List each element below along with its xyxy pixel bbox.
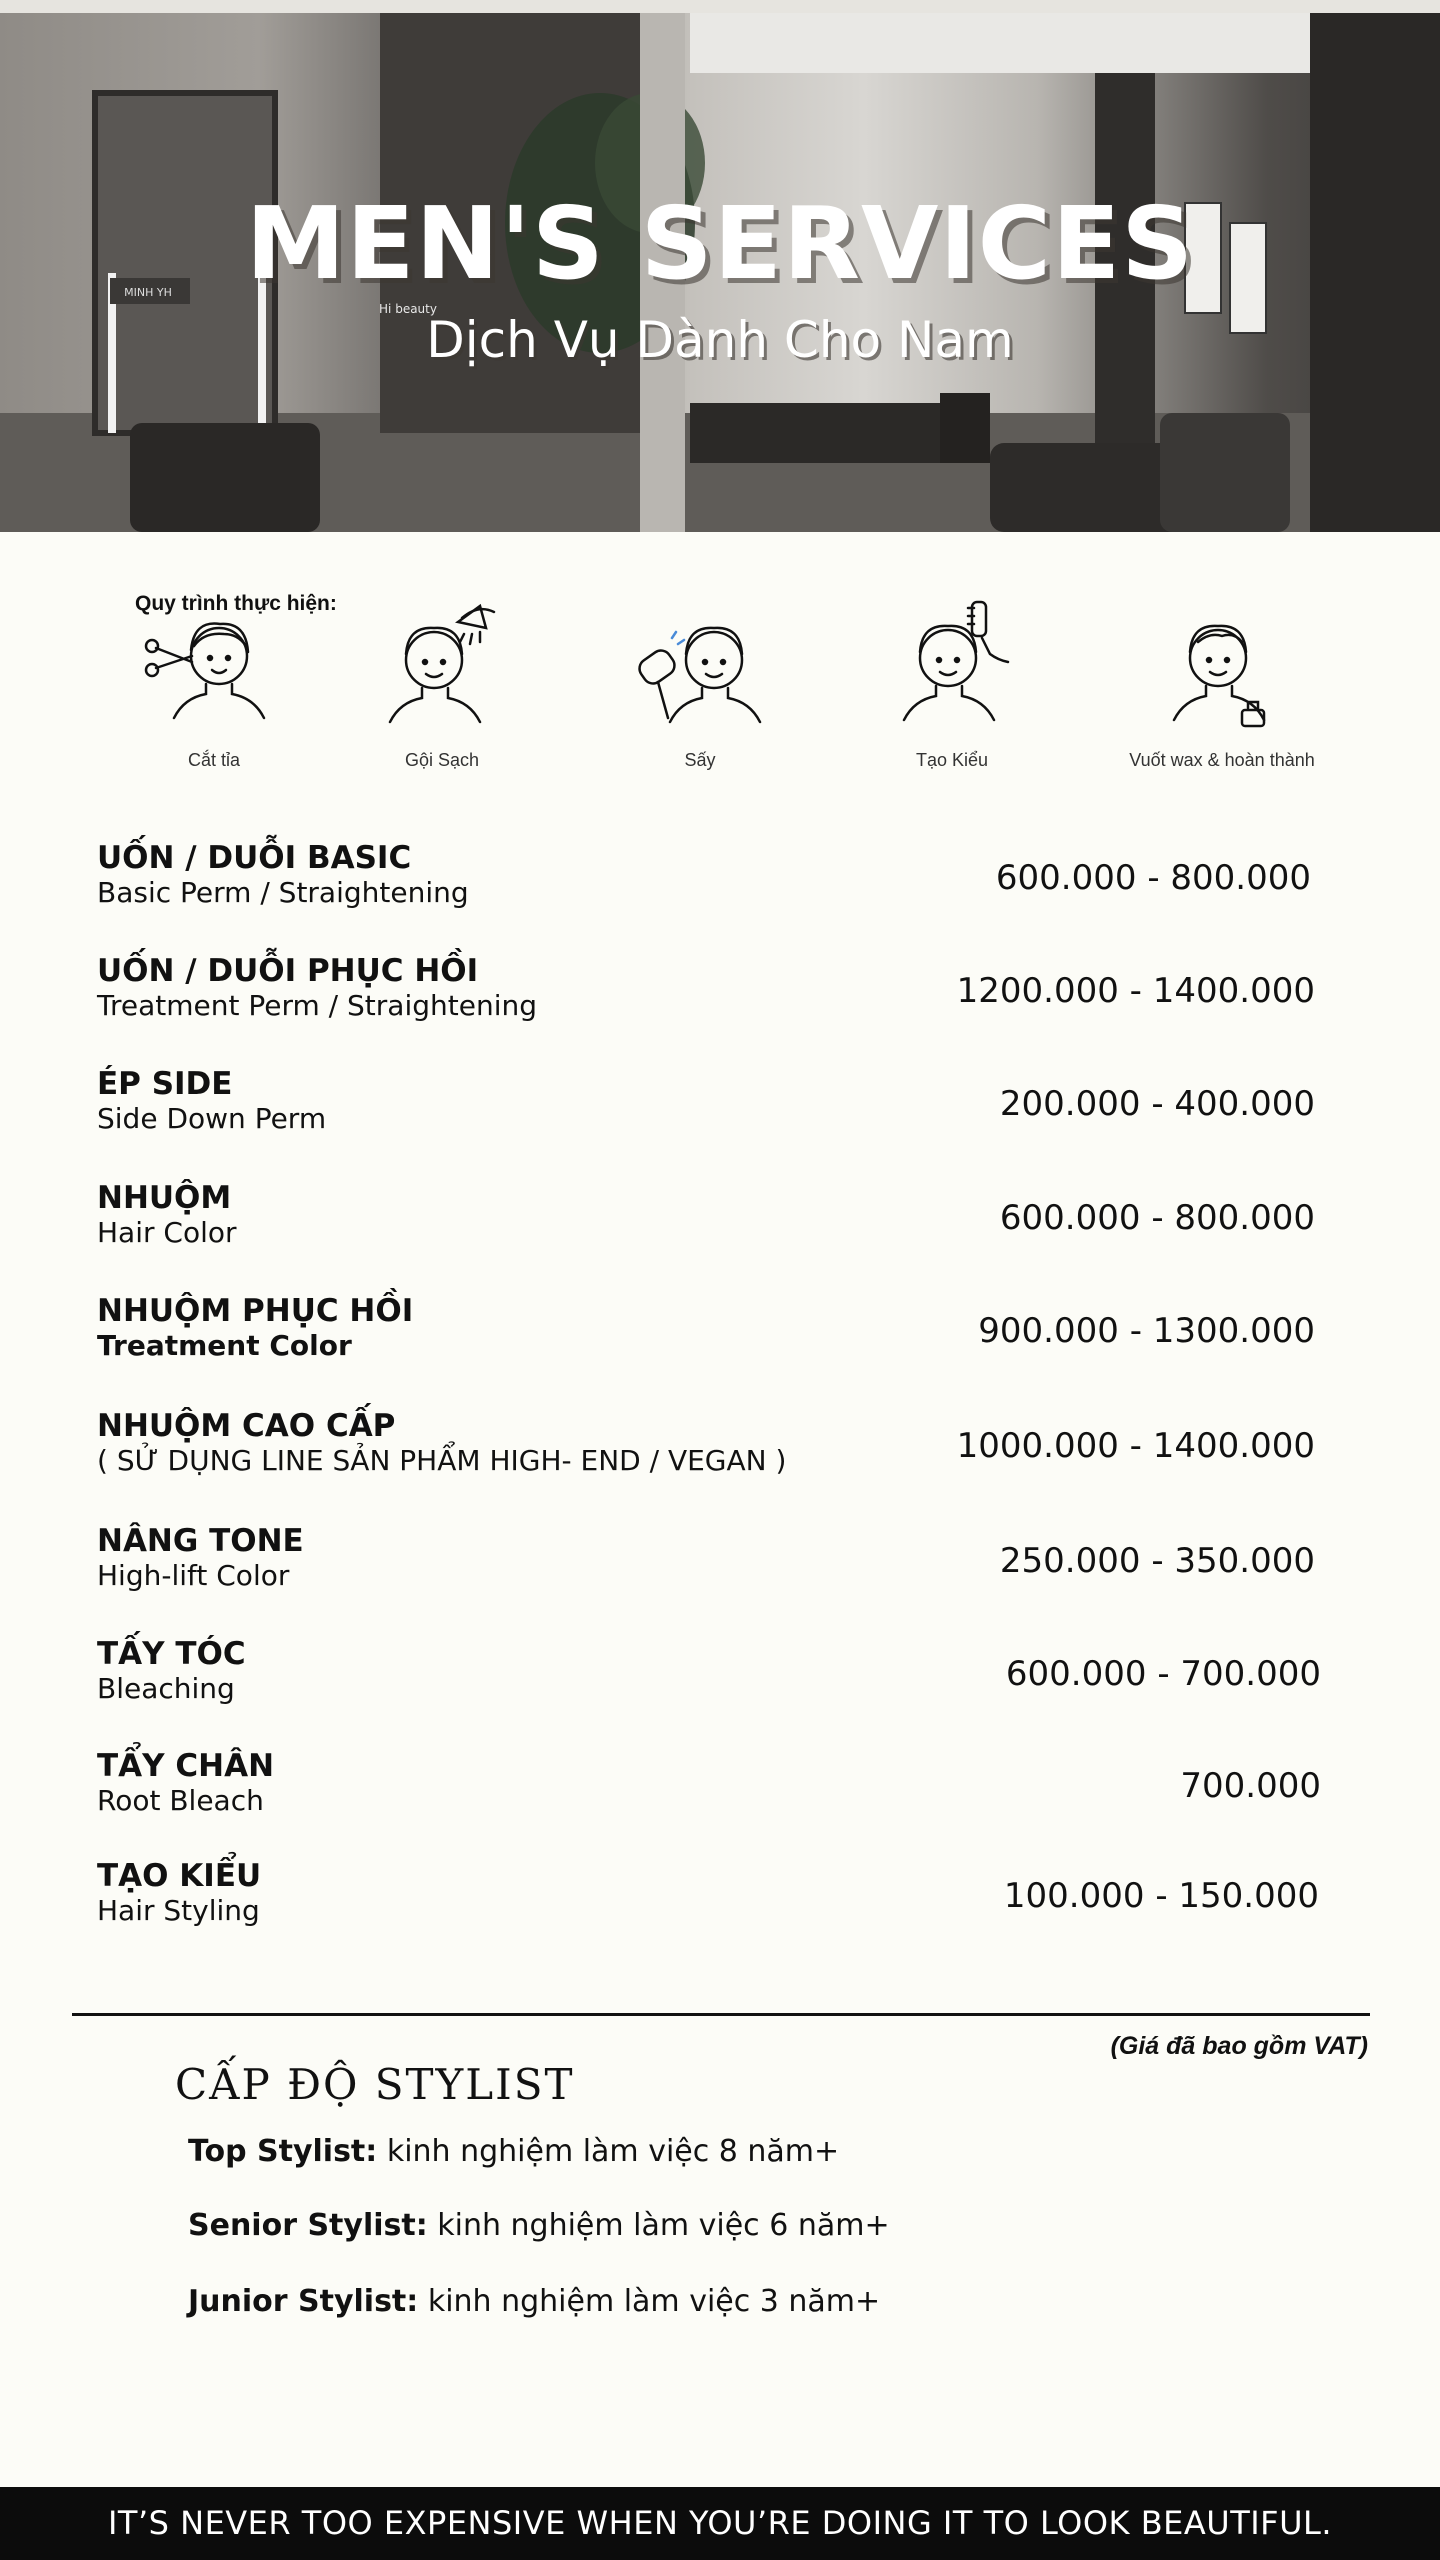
service-price: 700.000: [1180, 1766, 1321, 1806]
service-price: 1200.000 - 1400.000: [956, 971, 1315, 1011]
service-name-en: Treatment Color: [97, 1329, 352, 1362]
process-step-finish: [1102, 598, 1342, 771]
salon-sign-text: MINH YH: [124, 286, 172, 299]
footer-slogan: IT’S NEVER TOO EXPENSIVE WHEN YOU’RE DOING IT TO LOOK BEAUTIFUL.: [0, 2487, 1440, 2560]
stylist-level-name: Senior Stylist:: [188, 2208, 428, 2243]
service-name-vi: UỐN / DUỖI BASIC: [97, 840, 412, 876]
service-price: 200.000 - 400.000: [999, 1084, 1315, 1124]
service-row: [97, 1180, 1337, 1260]
service-name-en: ( SỬ DỤNG LINE SẢN PHẨM HIGH- END / VEGAN ): [97, 1444, 787, 1477]
service-price: 1000.000 - 1400.000: [956, 1426, 1315, 1466]
service-name-vi: NHUỘM: [97, 1180, 232, 1216]
process-step-style: [832, 598, 1072, 771]
top-strip: [0, 0, 1440, 13]
process-step-label: Vuốt wax & hoàn thành: [1129, 750, 1315, 770]
service-name-vi: NHUỘM CAO CẤP: [97, 1408, 396, 1444]
wax-icon: [1142, 598, 1302, 748]
service-name-en: Root Bleach: [97, 1784, 264, 1817]
service-name-vi: UỐN / DUỖI PHỤC HỒI: [97, 953, 479, 989]
service-name-en: Treatment Perm / Straightening: [97, 989, 537, 1022]
service-name-vi: TẠO KIỂU: [97, 1858, 262, 1894]
service-name-en: Basic Perm / Straightening: [97, 876, 469, 909]
hero-banner: [0, 13, 1440, 532]
stylist-level-senior: [188, 2208, 890, 2243]
service-row: [97, 953, 1337, 1033]
process-title: Quy trình thực hiện:: [135, 592, 337, 615]
stylist-level-desc: kinh nghiệm làm việc 3 năm+: [418, 2284, 881, 2319]
service-row: [97, 1748, 1337, 1828]
service-name-vi: TẤY TÓC: [97, 1636, 246, 1672]
salon-small-sign: Hi beauty: [379, 302, 437, 316]
vat-note: (Giá đã bao gồm VAT): [1110, 2032, 1368, 2060]
process-step-label: Gội Sạch: [404, 750, 480, 770]
service-row: [97, 1858, 1337, 1938]
process-step-label: Tạo Kiểu: [915, 750, 989, 770]
hero-subtitle: Dịch Vụ Dành Cho Nam: [426, 311, 1014, 369]
service-price: 600.000 - 700.000: [1005, 1654, 1321, 1694]
process-step-label: Sấy: [684, 750, 716, 770]
service-price: 600.000 - 800.000: [999, 1198, 1315, 1238]
stylist-level-desc: kinh nghiệm làm việc 6 năm+: [427, 2208, 890, 2243]
process-step-label: Cắt tỉa: [187, 750, 241, 770]
scissors-icon: [134, 598, 294, 748]
service-price: 600.000 - 800.000: [995, 858, 1311, 898]
service-price: 100.000 - 150.000: [1003, 1876, 1319, 1916]
service-row: [97, 1293, 1337, 1373]
service-price: 250.000 - 350.000: [999, 1541, 1315, 1581]
stylist-level-desc: kinh nghiệm làm việc 8 năm+: [377, 2134, 840, 2169]
shower-icon: [362, 598, 522, 748]
service-row: [97, 840, 1337, 920]
service-name-en: Side Down Perm: [97, 1102, 327, 1135]
service-row: [97, 1523, 1337, 1603]
stylist-level-name: Junior Stylist:: [188, 2284, 419, 2319]
stylist-level-junior: [188, 2284, 880, 2319]
service-name-vi: TẨY CHÂN: [97, 1748, 275, 1784]
service-name-en: Bleaching: [97, 1672, 235, 1705]
process-step-wash: [322, 598, 562, 771]
hero-title: MEN'S SERVICES: [245, 185, 1195, 302]
process-step-dry: [580, 598, 820, 771]
service-name-vi: NÂNG TONE: [97, 1523, 304, 1559]
service-row: [97, 1066, 1337, 1146]
service-name-en: High-lift Color: [97, 1559, 290, 1592]
service-price: 900.000 - 1300.000: [978, 1311, 1315, 1351]
service-name-vi: ÉP SIDE: [97, 1066, 233, 1102]
stylist-section-title: CẤP ĐỘ STYLIST: [175, 2060, 575, 2109]
process-step-cut: [94, 598, 334, 771]
service-row: [97, 1636, 1337, 1716]
service-name-vi: NHUỘM PHỤC HỒI: [97, 1293, 414, 1329]
stylist-level-top: [188, 2134, 839, 2169]
section-divider: [72, 2013, 1370, 2016]
hair-dryer-icon: [620, 598, 780, 748]
stylist-level-name: Top Stylist:: [188, 2134, 378, 2169]
comb-icon: [872, 598, 1032, 748]
service-name-en: Hair Color: [97, 1216, 237, 1249]
service-name-en: Hair Styling: [97, 1894, 260, 1927]
service-row: [97, 1408, 1337, 1488]
